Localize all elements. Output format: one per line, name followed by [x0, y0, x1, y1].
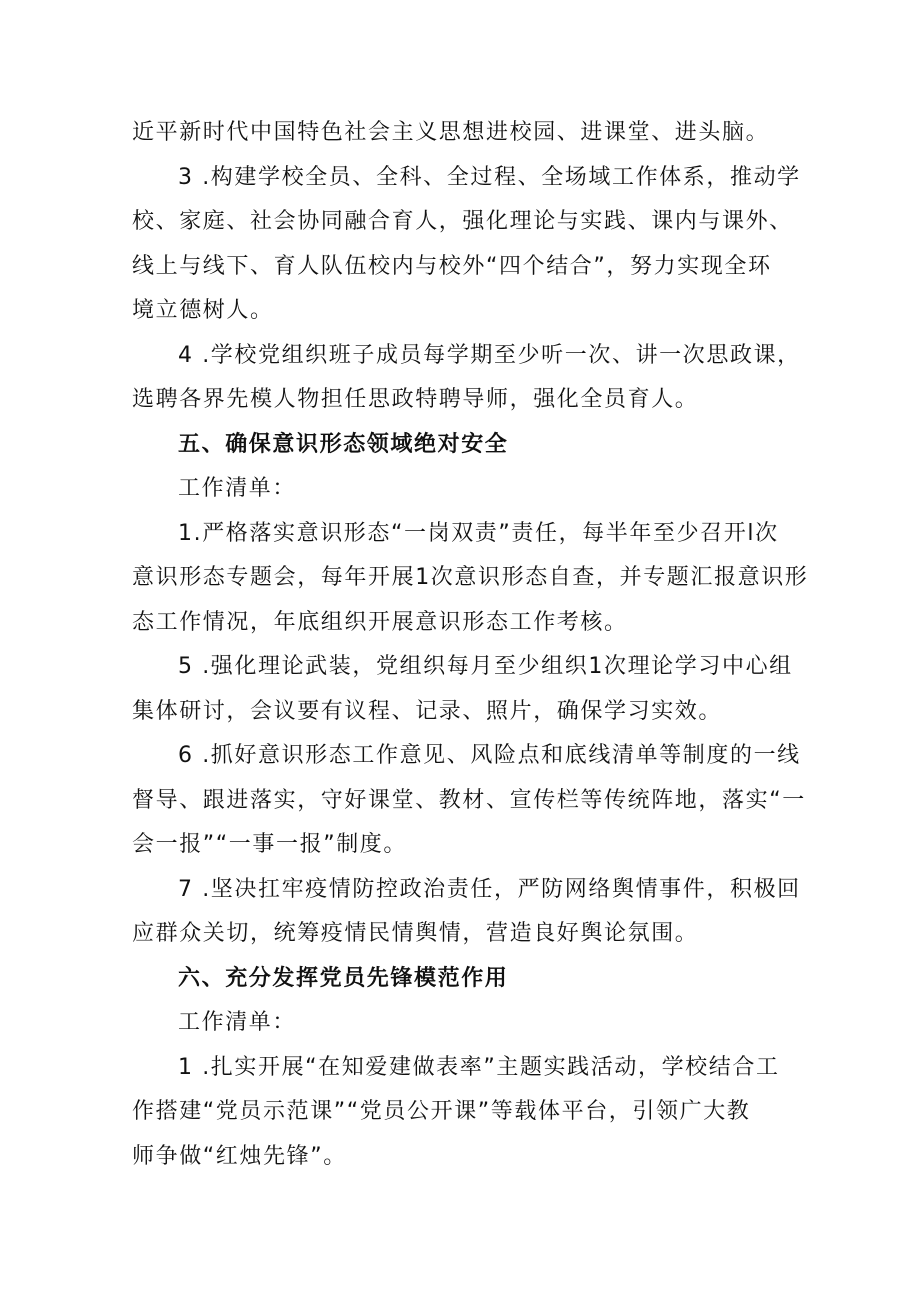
text-line: 境立德树人。 [132, 298, 274, 323]
list-label: 工作清单： [178, 476, 297, 501]
section-heading: 六、充分发挥党员先锋模范作用 [178, 965, 509, 991]
text-line: 1 .扎实开展“在知爱建做表率”主题实践活动，学校结合工 [178, 1054, 780, 1080]
text-line: 作搭建“党员示范课”“党员公开课”等载体平台，引领广大教 [132, 1099, 751, 1124]
text-line: 5 .强化理论武装，党组织每月至少组织1次理论学习中心组 [178, 654, 793, 679]
text-line: 3 .构建学校全员、全科、全过程、全场域工作体系，推动学 [178, 164, 801, 190]
text-line: 师争做“红烛先锋”。 [132, 1143, 347, 1169]
text-line: 会一报”“一事一报”制度。 [132, 832, 407, 857]
text-line: 校、家庭、社会协同融合育人，强化理论与实践、课内与课外、 [132, 209, 793, 234]
list-label: 工作清单： [178, 1010, 297, 1035]
section-heading: 五、确保意识形态领域绝对安全 [178, 431, 509, 457]
text-line: 集体研讨，会议要有议程、记录、照片，确保学习实效。 [132, 698, 723, 724]
text-line: 意识形态专题会，每年开展1次意识形态自查，并专题汇报意识形 [132, 565, 809, 590]
text-line: 应群众关切，统筹疫情民情舆情，营造良好舆论氛围。 [132, 921, 699, 946]
document-page [132, 111, 809, 1179]
text-line: 4 .学校党组织班子成员每学期至少听一次、讲一次思政课， [178, 342, 801, 368]
text-line: 1.严格落实意识形态“一岗双责”责任，每半年至少召开l次 [178, 520, 779, 546]
text-line: 线上与线下、育人队伍校内与校外“四个结合”，努力实现全环 [132, 253, 772, 279]
text-line: 态工作情况，年底组织开展意识形态工作考核。 [132, 609, 628, 635]
text-line: 选聘各界先模人物担任思政特聘导师，强化全员育人。 [132, 387, 699, 412]
text-line: 7 .坚决扛牢疫情防控政治责任，严防网络舆情事件，积极回 [178, 876, 801, 902]
text-line: 近平新时代中国特色社会主义思想进校园、进课堂、进头脑。 [132, 120, 770, 145]
text-line: 督导、跟进落实，守好课堂、教材、宣传栏等传统阵地，落实“一 [132, 787, 806, 813]
text-line: 6 .抓好意识形态工作意见、风险点和底线清单等制度的一线 [178, 743, 801, 768]
